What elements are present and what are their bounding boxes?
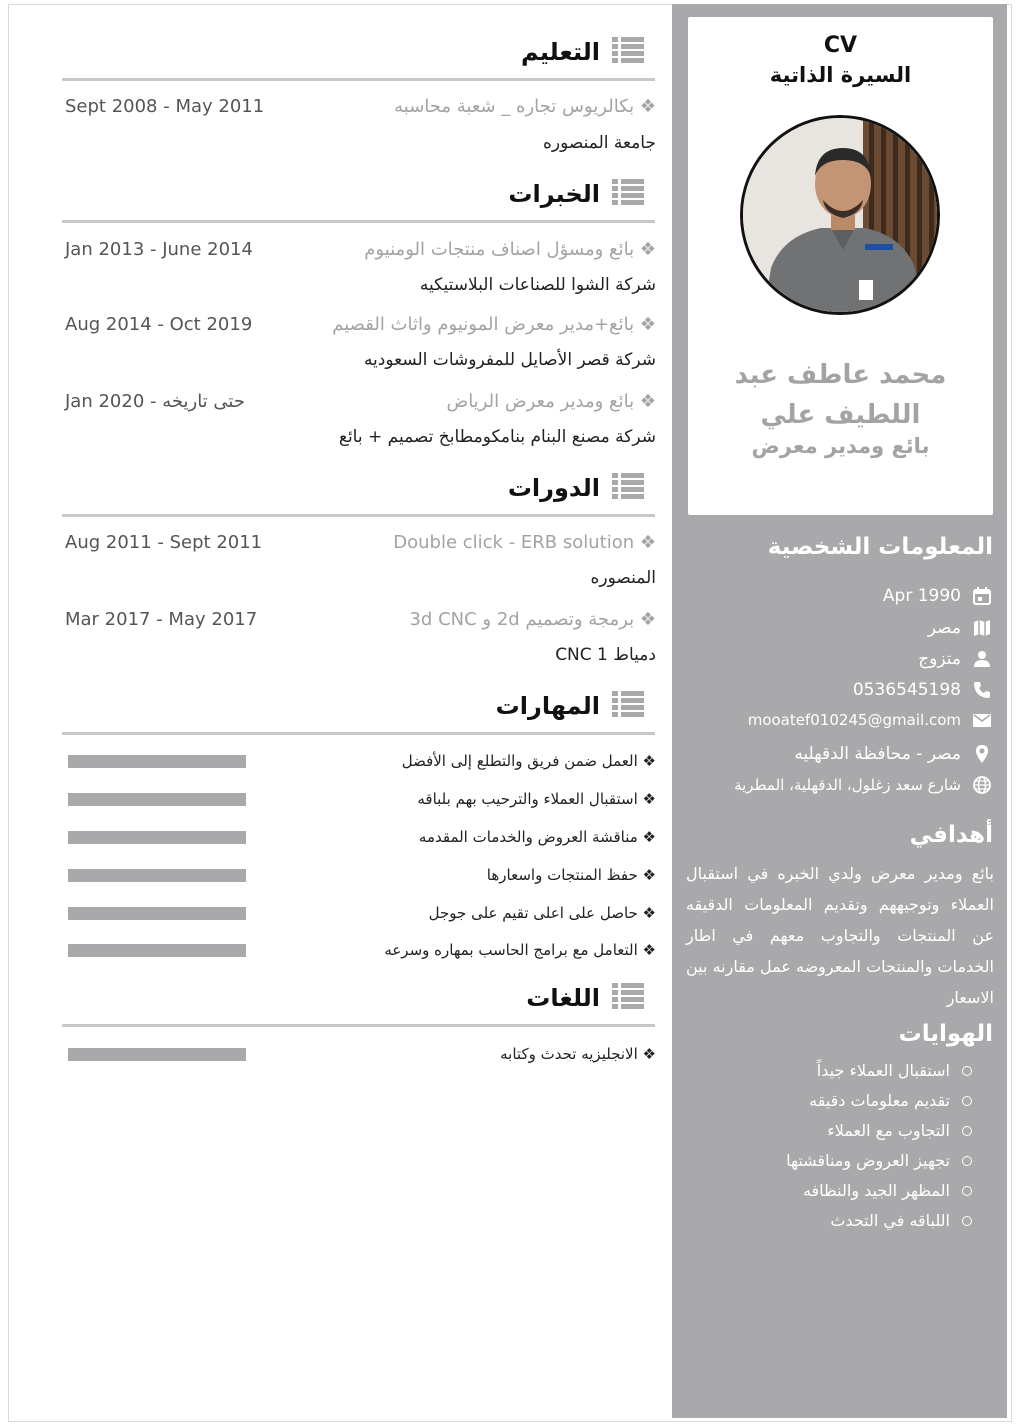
section-title: الخبرات: [508, 180, 600, 208]
phone-number[interactable]: 0536545198: [852, 680, 961, 700]
hobby-item: [803, 1181, 972, 1200]
hobby-item: [817, 1061, 972, 1080]
experience-title: ❖ بائع+مدير معرض المونيوم واثاث القصيم: [332, 314, 656, 335]
hobby-label: تقديم معلومات دقيقه: [809, 1091, 950, 1110]
course-place: المنصوره: [590, 568, 656, 588]
personal-info-heading: المعلومات الشخصية: [767, 534, 993, 560]
bullet-icon: [962, 1096, 972, 1106]
education-title: ❖ بكالريوس تجاره _ شعبة محاسبه: [394, 96, 656, 117]
phone-row: [693, 677, 993, 703]
hobby-label: تجهيز العروض ومناقشتها: [786, 1151, 950, 1170]
map-icon: [971, 617, 993, 639]
section-divider: [62, 78, 655, 81]
course-date: Mar 2017 - May 2017: [65, 609, 258, 630]
cv-title-arabic: السيرة الذاتية: [769, 63, 912, 87]
skill-bar: [68, 755, 246, 768]
hobby-label: المظهر الجيد والنظافه: [802, 1181, 950, 1200]
education-heading: [521, 32, 644, 72]
experience-date: Jan 2013 - June 2014: [65, 239, 253, 260]
experience-title: ❖ بائع ومسؤل اصناف منتجات الومنيوم: [364, 239, 656, 260]
list-icon: [612, 983, 644, 1013]
experience-company: شركة قصر الأصايل للمفروشات السعوديه: [363, 350, 656, 370]
experience-date: Jan 2020 - حتى تاريخه: [65, 391, 245, 412]
skill-bar: [68, 869, 246, 882]
bullet-icon: [962, 1066, 972, 1076]
hobby-item: [809, 1091, 972, 1110]
hobby-label: التجاوب مع العملاء: [827, 1121, 950, 1140]
skill-label: ❖ العمل ضمن فريق والتطلع إلى الأفضل: [401, 752, 656, 770]
list-icon: [612, 473, 644, 503]
street-address: شارع سعد زغلول، الدقهلية، المطرية: [734, 776, 961, 794]
location-row: [693, 741, 993, 767]
profile-role: بائع ومدير معرض: [751, 434, 930, 458]
birth-date: Apr 1990: [882, 586, 961, 606]
experience-company: شركة الشوا للصناعات البلاستيكيه: [419, 275, 656, 295]
experience-company: شركة مصنع البنام بنامكومطابخ تصميم + بائع: [338, 427, 656, 447]
section-divider: [62, 220, 655, 223]
mail-icon: [971, 709, 993, 731]
skill-bar: [68, 793, 246, 806]
section-divider: [62, 732, 655, 735]
hobby-label: اللباقه في التحدث: [830, 1211, 950, 1230]
cv-title: CV: [823, 33, 858, 58]
bullet-icon: [962, 1156, 972, 1166]
section-title: الدورات: [507, 474, 600, 502]
course-place: دمياط CNC 1: [555, 645, 656, 665]
goals-heading: أهدافي: [909, 822, 993, 848]
experience-date: Aug 2014 - Oct 2019: [65, 314, 253, 335]
list-icon: [612, 179, 644, 209]
languages-heading: [526, 978, 644, 1018]
list-icon: [612, 691, 644, 721]
experience-title: ❖ بائع ومدير معرض الرياض: [446, 391, 656, 412]
person-icon: [971, 648, 993, 670]
country-row: [693, 615, 993, 641]
phone-icon: [971, 679, 993, 701]
skill-bar: [68, 907, 246, 920]
profile-photo: [740, 115, 940, 315]
course-title: ❖ Double click - ERB solution: [393, 532, 656, 553]
marital-status: متزوج: [918, 649, 961, 669]
education-place: جامعة المنصوره: [542, 133, 656, 153]
hobby-item: [830, 1211, 972, 1230]
skill-label: ❖ حاصل على اعلى تقيم على جوجل: [428, 904, 656, 922]
section-divider: [62, 514, 655, 517]
section-divider: [62, 1024, 655, 1027]
skill-bar: [68, 831, 246, 844]
location-pin-icon: [971, 743, 993, 765]
hobby-item: [827, 1121, 972, 1140]
calendar-icon: [971, 585, 993, 607]
address-row: [693, 772, 993, 798]
hobby-item: [786, 1151, 972, 1170]
bullet-icon: [962, 1126, 972, 1136]
skill-label: ❖ حفظ المنتجات واسعارها: [486, 866, 656, 884]
section-title: المهارات: [495, 692, 600, 720]
experience-heading: [508, 174, 644, 214]
country: مصر: [927, 618, 961, 638]
hobby-label: استقبال العملاء جيداً: [816, 1061, 950, 1080]
skill-label: ❖ استقبال العملاء والترحيب بهم بلباقه: [417, 790, 656, 808]
marital-row: [693, 646, 993, 672]
language-label: ❖ الانجليزيه تحدث وكتابه: [500, 1045, 656, 1063]
hobbies-heading: الهوايات: [898, 1021, 993, 1047]
course-title: ❖ برمجة وتصميم 2d و 3d CNC: [409, 609, 656, 630]
skill-label: ❖ التعامل مع برامج الحاسب بمهاره وسرعه: [384, 941, 656, 959]
education-date: Sept 2008 - May 2011: [65, 96, 265, 117]
email-address[interactable]: mooatef010245@gmail.com: [747, 711, 961, 729]
language-bar: [68, 1048, 246, 1061]
bullet-icon: [962, 1186, 972, 1196]
skills-heading: [496, 686, 644, 726]
location: مصر - محافظة الدقهليه: [794, 744, 961, 764]
courses-heading: [508, 468, 644, 508]
skill-label: ❖ مناقشة العروض والخدمات المقدمه: [418, 828, 656, 846]
globe-icon: [971, 774, 993, 796]
goals-text: بائع ومدير معرض ولدي الخبره في استقبال العملاء وتوجيههم وتقديم المعلومات الدقيقه عن المنتجات والتجاوب معهم في اطار الخدمات والمنتجات المعروضه عمل مقارنه بين الاسعار: [686, 864, 994, 1007]
list-icon: [612, 37, 644, 67]
birth-row: [693, 583, 993, 609]
section-title: اللغات: [526, 984, 600, 1012]
profile-name: محمد عاطف عبد اللطيف علي: [734, 360, 947, 430]
course-date: Aug 2011 - Sept 2011: [65, 532, 263, 553]
email-row: [693, 707, 993, 733]
section-title: التعليم: [521, 38, 600, 66]
bullet-icon: [962, 1216, 972, 1226]
profile-card: [688, 17, 993, 515]
skill-bar: [68, 944, 246, 957]
